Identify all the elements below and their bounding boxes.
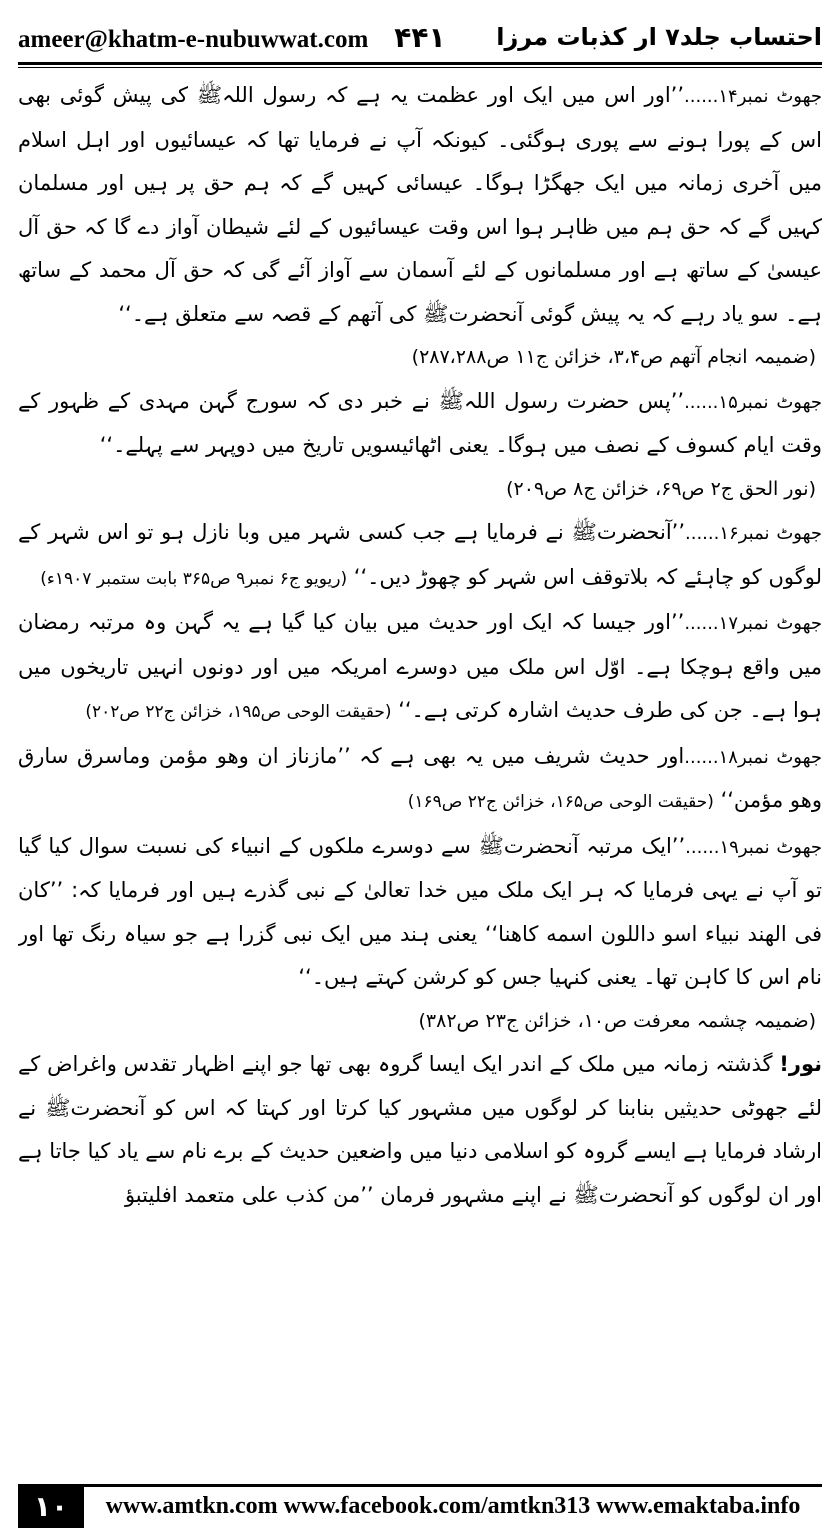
footer-urls: www.amtkn.com www.facebook.com/amtkn313 www.emaktaba.info [105, 1492, 801, 1519]
paragraph-6-label: جھوٹ نمبر۱۹...... [685, 836, 822, 858]
citation-3: (ضمیمہ چشمہ معرفت ص۱۰، خزائن ج۲۳ ص۳۸۲) [418, 1009, 816, 1032]
paragraph-7-label: نور! [779, 1052, 822, 1076]
paragraph-3 [18, 511, 822, 601]
paragraph-2-text: ’’پس حضرت رسول اللہﷺ نے خبر دی کہ سورج گہن مہدی کے ظہور کے وقت ایام کسوف کے نصف میں ہوگا۔ یعنی اٹھائیسویں تاریخ میں دوپہر سے پہلے۔‘‘ [18, 388, 822, 457]
citation-2: (نور الحق ج۲ ص۶۹، خزائن ج۸ ص۲۰۹) [506, 477, 816, 500]
paragraph-2-label: جھوٹ نمبر۱۵...... [684, 391, 822, 413]
page-header [18, 14, 822, 60]
paragraph-1 [18, 74, 822, 336]
paragraph-1-label: جھوٹ نمبر۱۴...... [684, 86, 822, 107]
header-left [18, 21, 446, 54]
paragraph-6 [18, 825, 822, 1000]
page-footer [18, 1484, 822, 1528]
header-rule-thick [18, 62, 822, 65]
paragraph-3-cite: (ریویو ج۶ نمبر۹ ص۳۶۵ بابت ستمبر ۱۹۰۷ء) [40, 568, 348, 589]
paragraph-7-text: گذشتہ زمانہ میں ملک کے اندر ایک ایسا گروہ بھی تھا جو اپنے اظہار تقدس واغراض کے لئے جھوٹی حدیثیں بنابنا کر لوگوں میں مشہور کیا کرتا اور کہتا کہ اس کو آنحضرتﷺ نے ارشاد فرمایا ہے ایسے گروہ کو اسلامی دنیا میں واضعین حدیث کے برے نام سے یاد کیا جاتا ہے اور ان لوگوں کو آنحضرتﷺ نے اپنے مشہور فرمان ’’من کذب علی متعمد افلیتبؤ [18, 1052, 822, 1207]
paragraph-6-text: ’’ایک مرتبہ آنحضرتﷺ سے دوسرے ملکوں کے انبیاء کی نسبت سوال کیا گیا تو آپ نے یہی فرمایا کہ ہر ایک ملک میں خدا تعالیٰ کے نبی گذرے ہیں اور فرمایا کہ: ’’کان فی الھند نبیاء اسو داللون اسمه کاھنا‘‘ یعنی ہند میں ایک نبی گزرا ہے جو سیاہ رنگ تھا اور نام اس کا کاہن تھا۔ یعنی کنہیا جس کو کرشن کہتے ہیں۔‘‘ [18, 833, 822, 989]
paragraph-4 [18, 601, 822, 735]
header-book-title: احتساب جلد۷ ار کذبات مرزا [496, 23, 822, 51]
paragraph-5 [18, 735, 822, 825]
paragraph-1-text: ’’اور اس میں ایک اور عظمت یہ ہے کہ رسول اللہﷺ کی پیش گوئی بھی اس کے پورا ہونے سے پوری ہوگئی۔ کیونکہ آپ نے فرمایا تھا کہ عیسائیوں اور اہل اسلام میں آخری زمانہ میں ایک جھگڑا ہوگا۔ عیسائی کہیں گے کہ ہم حق پر ہیں اور مسلمان کہیں گے کہ حق ہم میں ظاہر ہوا اس وقت عیسائیوں کے لئے شیطان آواز دے گا کہ حق آل عیسیٰ کے ساتھ ہے اور مسلمانوں کے لئے آسمان سے آواز آئے گی کہ حق آل محمد کے ساتھ ہے۔ سو یاد رہے کہ یہ پیش گوئی آنحضرتﷺ کی آتھم کے قصہ سے متعلق ہے۔‘‘ [18, 83, 822, 326]
paragraph-4-cite: (حقیقت الوحی ص۱۹۵، خزائن ج۲۲ ص۲۰۲) [85, 702, 392, 722]
paragraph-5-cite: (حقیقت الوحی ص۱۶۵، خزائن ج۲۲ ص۱۶۹) [407, 792, 714, 812]
page-body [18, 74, 822, 1476]
paragraph-4-text: ’’اور جیسا کہ ایک اور حدیث میں بیان کیا گیا ہے یہ گہن وہ مرتبہ رمضان میں واقع ہوچکا ہے۔ اوّل اس ملک میں دوسرے امریکہ میں اور دونوں انہیں تاریخوں میں ہوا ہے۔ جن کی طرف حدیث اشارہ کرتی ہے۔‘‘ [18, 610, 822, 722]
paragraph-7 [18, 1043, 822, 1217]
paragraph-3-text: ’’آنحضرتﷺ نے فرمایا ہے جب کسی شہر میں وبا نازل ہو تو اس شہر کے لوگوں کو چاہئے کہ بلاتوقف اس شہر کو چھوڑ دیں۔‘‘ [18, 520, 822, 589]
footer-page-number: ۱۰ [18, 1484, 84, 1528]
paragraph-5-label: جھوٹ نمبر۱۸...... [684, 746, 822, 768]
citation-1: (ضمیمہ انجام آتھم ص۳،۴، خزائن ج۱۱ ص۲۸۷،۲۸۸) [411, 346, 816, 368]
paragraph-2 [18, 380, 822, 468]
header-email: ameer@khatm-e-nubuwwat.com [18, 25, 369, 53]
paragraph-3-label: جھوٹ نمبر۱۶...... [685, 523, 822, 544]
footer-url-bar [84, 1484, 822, 1528]
header-page-number: ۴۴۱ [394, 20, 446, 54]
paragraph-4-label: جھوٹ نمبر۱۷...... [684, 613, 822, 634]
paragraph-5-text: اور حدیث شریف میں یہ بھی ہے کہ ’’مازناز ان وھو مؤمن وماسرق سارق وھو مؤمن‘‘ [18, 743, 822, 812]
header-rule-thin [18, 67, 822, 68]
